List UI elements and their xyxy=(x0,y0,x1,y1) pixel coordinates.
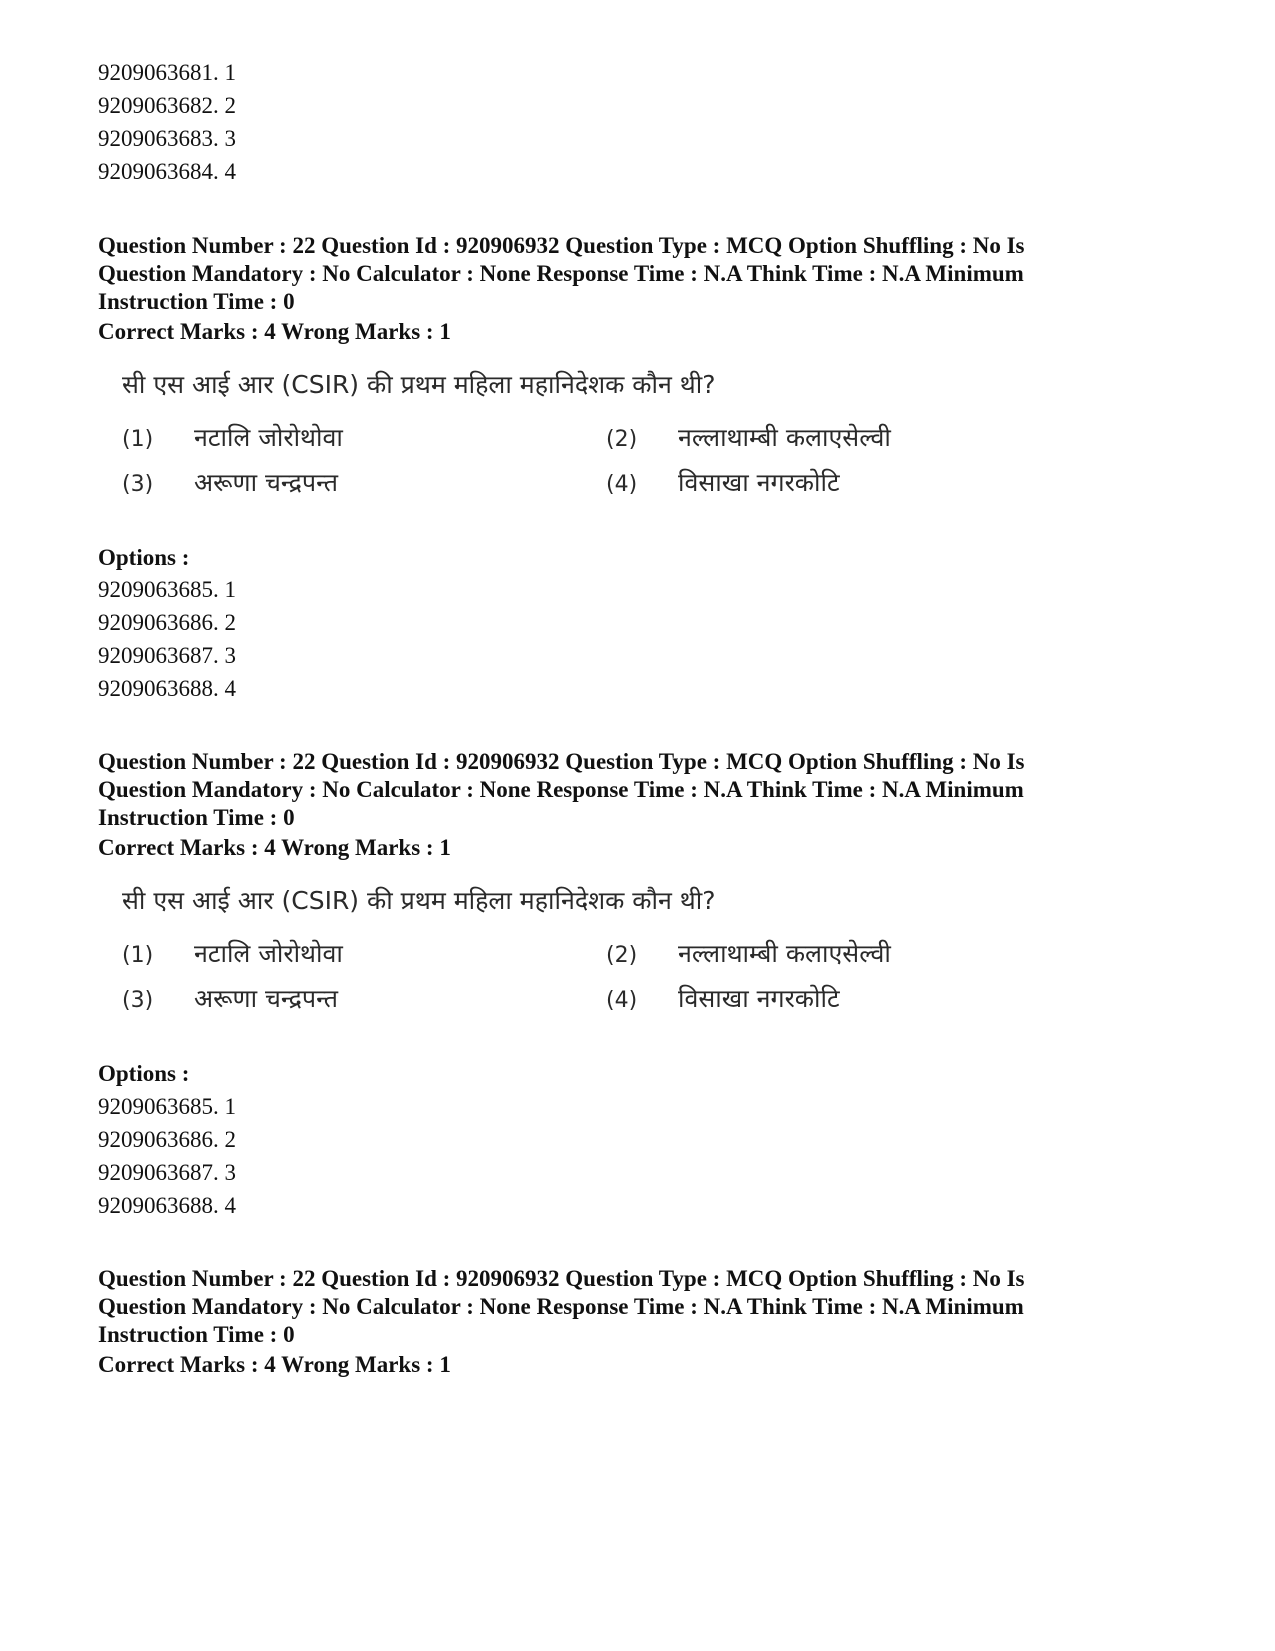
question-meta-line: Question Number : 22 Question Id : 920906932 Question Type : MCQ Option Shuffling : No Is xyxy=(98,233,1025,258)
option-line: 9209063686. 2 xyxy=(98,1127,236,1152)
options-heading: Options : xyxy=(98,1061,190,1086)
question-meta xyxy=(98,232,1108,316)
option-line: 9209063688. 4 xyxy=(98,1193,236,1218)
question-choice xyxy=(606,466,840,502)
question-choice xyxy=(606,982,840,1018)
question-image xyxy=(98,368,918,513)
choice-number: (2) xyxy=(606,943,638,968)
choice-number: (2) xyxy=(606,427,638,452)
choice-text: नल्लाथाम्बी कलाएसेल्वी xyxy=(678,423,891,452)
choice-text: विसाखा नगरकोटि xyxy=(678,984,840,1013)
choice-number: (1) xyxy=(122,943,154,968)
option-line: 9209063687. 3 xyxy=(98,1160,236,1185)
choice-number: (4) xyxy=(606,988,638,1013)
question-choice xyxy=(122,421,343,457)
choice-number: (4) xyxy=(606,472,638,497)
choice-text: अरूणा चन्द्रपन्त xyxy=(194,468,339,497)
choice-number: (3) xyxy=(122,472,154,497)
question-marks: Correct Marks : 4 Wrong Marks : 1 xyxy=(98,835,451,860)
choice-number: (1) xyxy=(122,427,154,452)
question-text: सी एस आई आर (CSIR) की प्रथम महिला महानिदेशक कौन थी? xyxy=(122,886,716,915)
choice-text: नटालि जोरोथोवा xyxy=(194,423,343,452)
option-line: 9209063682. 2 xyxy=(98,93,236,118)
question-meta xyxy=(98,1265,1108,1349)
choice-text: अरूणा चन्द्रपन्त xyxy=(194,984,339,1013)
question-meta-line: Question Mandatory : No Calculator : None Response Time : N.A Think Time : N.A Minimum xyxy=(98,261,1024,286)
question-meta-line: Instruction Time : 0 xyxy=(98,289,295,314)
options-heading: Options : xyxy=(98,545,190,570)
choice-text: नटालि जोरोथोवा xyxy=(194,939,343,968)
question-choice xyxy=(606,421,891,457)
question-meta-line: Question Number : 22 Question Id : 920906932 Question Type : MCQ Option Shuffling : No Is xyxy=(98,749,1025,774)
option-line: 9209063687. 3 xyxy=(98,643,236,668)
question-meta-line: Question Mandatory : No Calculator : None Response Time : N.A Think Time : N.A Minimum xyxy=(98,1294,1024,1319)
question-text: सी एस आई आर (CSIR) की प्रथम महिला महानिदेशक कौन थी? xyxy=(122,370,716,399)
choice-text: नल्लाथाम्बी कलाएसेल्वी xyxy=(678,939,891,968)
question-meta-line: Instruction Time : 0 xyxy=(98,805,295,830)
question-meta-line: Instruction Time : 0 xyxy=(98,1322,295,1347)
choice-number: (3) xyxy=(122,988,154,1013)
question-choice xyxy=(606,937,891,973)
question-meta-line: Question Number : 22 Question Id : 920906932 Question Type : MCQ Option Shuffling : No Is xyxy=(98,1266,1025,1291)
option-line: 9209063685. 1 xyxy=(98,577,236,602)
option-line: 9209063688. 4 xyxy=(98,676,236,701)
question-marks: Correct Marks : 4 Wrong Marks : 1 xyxy=(98,319,451,344)
question-choice xyxy=(122,937,343,973)
option-line: 9209063686. 2 xyxy=(98,610,236,635)
choice-text: विसाखा नगरकोटि xyxy=(678,468,840,497)
option-line: 9209063684. 4 xyxy=(98,159,236,184)
question-meta xyxy=(98,748,1108,832)
question-choice xyxy=(122,466,338,502)
option-line: 9209063681. 1 xyxy=(98,60,236,85)
option-line: 9209063685. 1 xyxy=(98,1094,236,1119)
question-choice xyxy=(122,982,338,1018)
question-meta-line: Question Mandatory : No Calculator : None Response Time : N.A Think Time : N.A Minimum xyxy=(98,777,1024,802)
question-marks: Correct Marks : 4 Wrong Marks : 1 xyxy=(98,1352,451,1377)
question-image xyxy=(98,884,918,1029)
option-line: 9209063683. 3 xyxy=(98,126,236,151)
